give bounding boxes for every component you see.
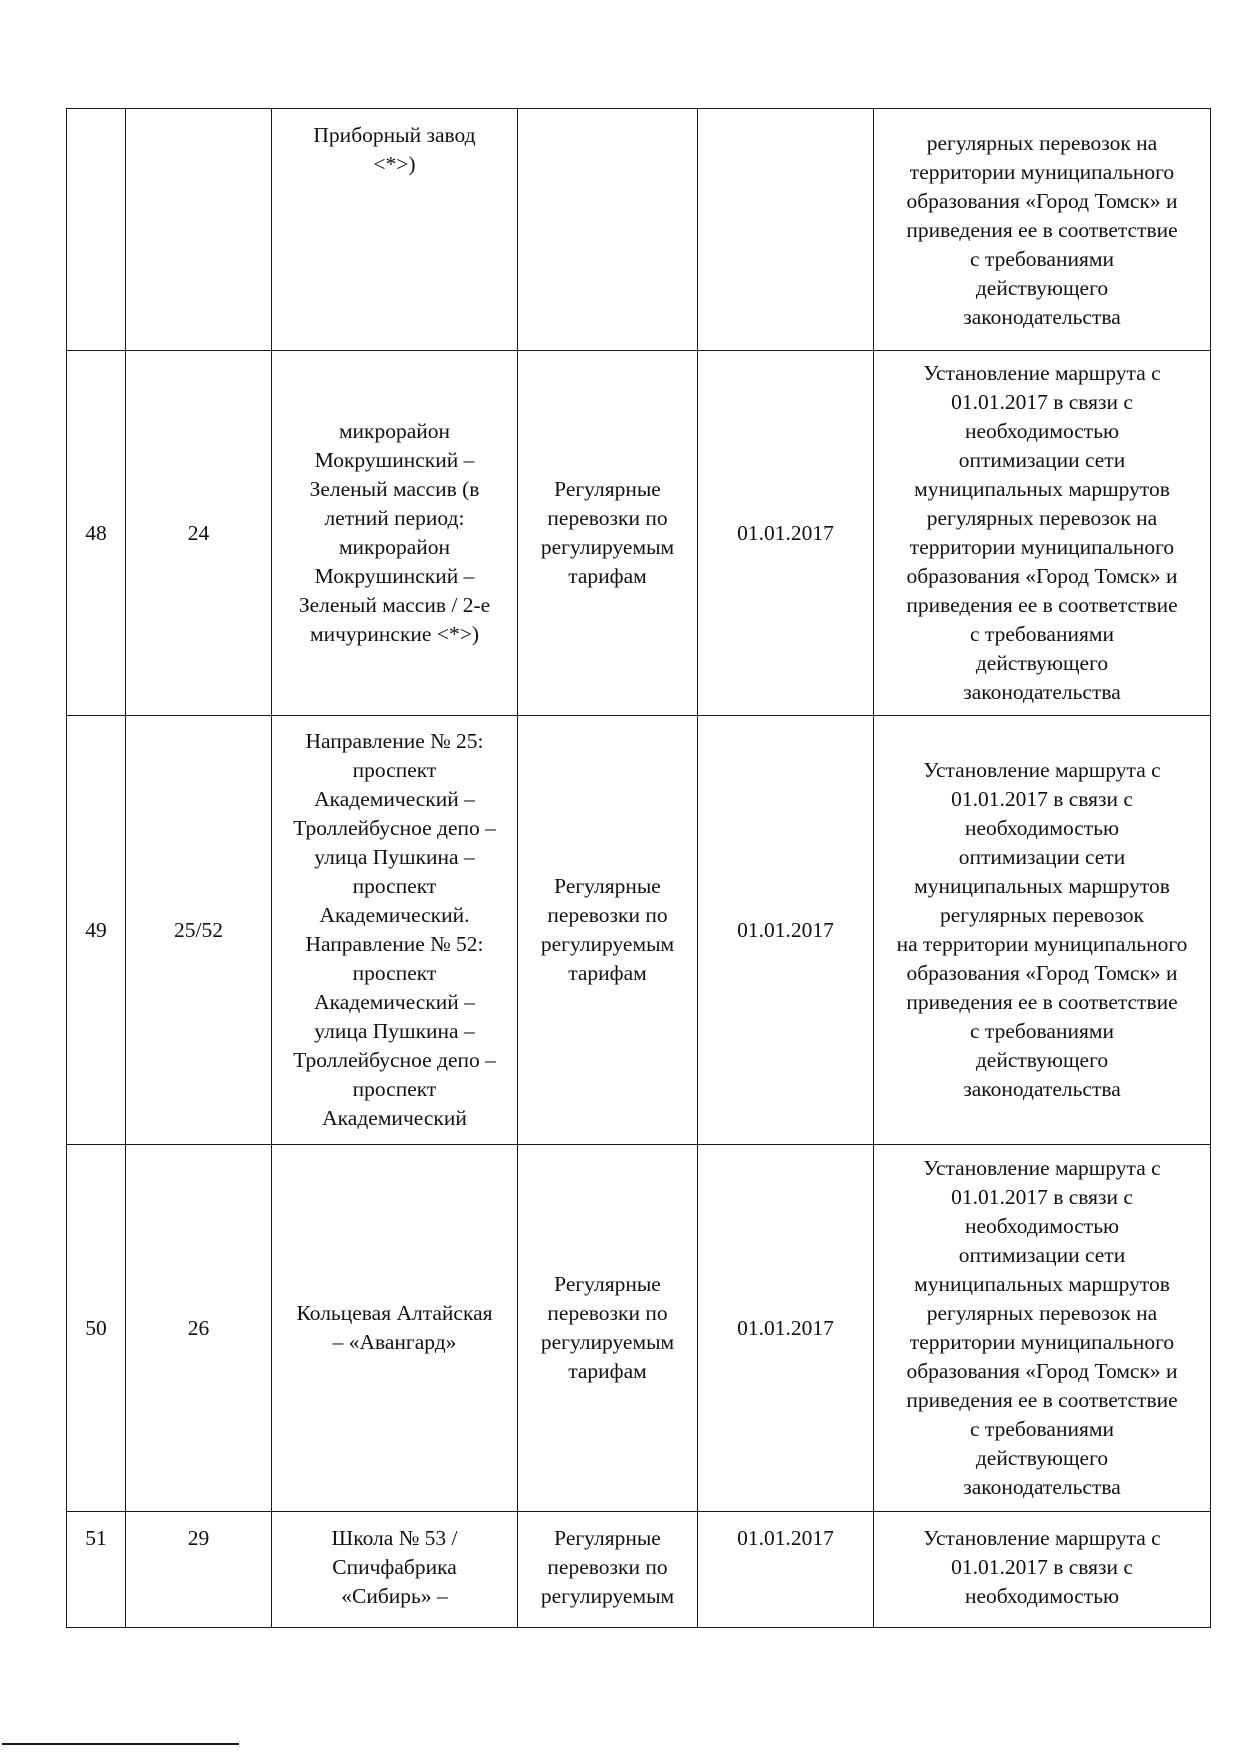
table-row [67,716,1211,1145]
route-name-cell: Школа № 53 / Спичфабрика «Сибирь» – [272,1512,518,1628]
transport-type-cell: Регулярные перевозки по регулируемым тарифам [518,1145,698,1512]
route-name-cell: Приборный завод <*>) [272,109,518,351]
transport-type-cell: Регулярные перевозки по регулируемым тарифам [518,351,698,716]
reason-cell: Установление маршрута с 01.01.2017 в связи с необходимостью оптимизации сети муниципальных маршрутов регулярных перевозок на территории муниципального образования «Город Томск» и приведения ее в соответствие с требованиями действующего законодательства [874,716,1211,1145]
row-number-cell: 50 [67,1145,126,1512]
reason-cell: Установление маршрута с 01.01.2017 в связи с необходимостью [874,1512,1211,1628]
date-cell: 01.01.2017 [698,716,874,1145]
table-row [67,1145,1211,1512]
routes-table [66,108,1211,1628]
row-number-cell: 48 [67,351,126,716]
date-cell: 01.01.2017 [698,1145,874,1512]
reason-cell: Установление маршрута с 01.01.2017 в связи с необходимостью оптимизации сети муниципальных маршрутов регулярных перевозок на территории муниципального образования «Город Томск» и приведения ее в соответствие с требованиями действующего законодательства [874,1145,1211,1512]
date-cell [698,109,874,351]
route-number-cell: 24 [126,351,272,716]
route-number-cell: 29 [126,1512,272,1628]
table-row [67,351,1211,716]
route-number-cell [126,109,272,351]
route-number-cell: 25/52 [126,716,272,1145]
route-name-cell: Кольцевая Алтайская – «Авангард» [272,1145,518,1512]
transport-type-cell [518,109,698,351]
table-row [67,1512,1211,1628]
row-number-cell: 49 [67,716,126,1145]
reason-cell: регулярных перевозок на территории муниципального образования «Город Томск» и приведения ее в соответствие с требованиями действующего законодательства [874,109,1211,351]
row-number-cell: 51 [67,1512,126,1628]
date-cell: 01.01.2017 [698,351,874,716]
date-cell: 01.01.2017 [698,1512,874,1628]
transport-type-cell: Регулярные перевозки по регулируемым тарифам [518,716,698,1145]
transport-type-cell: Регулярные перевозки по регулируемым [518,1512,698,1628]
row-number-cell [67,109,126,351]
table-row [67,109,1211,351]
footer-divider [2,1743,239,1745]
reason-cell: Установление маршрута с 01.01.2017 в связи с необходимостью оптимизации сети муниципальных маршрутов регулярных перевозок на территории муниципального образования «Город Томск» и приведения ее в соответствие с требованиями действующего законодательства [874,351,1211,716]
route-name-cell: Направление № 25: проспект Академический – Троллейбусное депо – улица Пушкина – проспект Академический. Направление № 52: проспект Академический – улица Пушкина – Троллейбусное депо – проспект Академический [272,716,518,1145]
route-name-cell: микрорайон Мокрушинский – Зеленый массив (в летний период: микрорайон Мокрушинский – Зеленый массив / 2-е мичуринские <*>) [272,351,518,716]
route-number-cell: 26 [126,1145,272,1512]
